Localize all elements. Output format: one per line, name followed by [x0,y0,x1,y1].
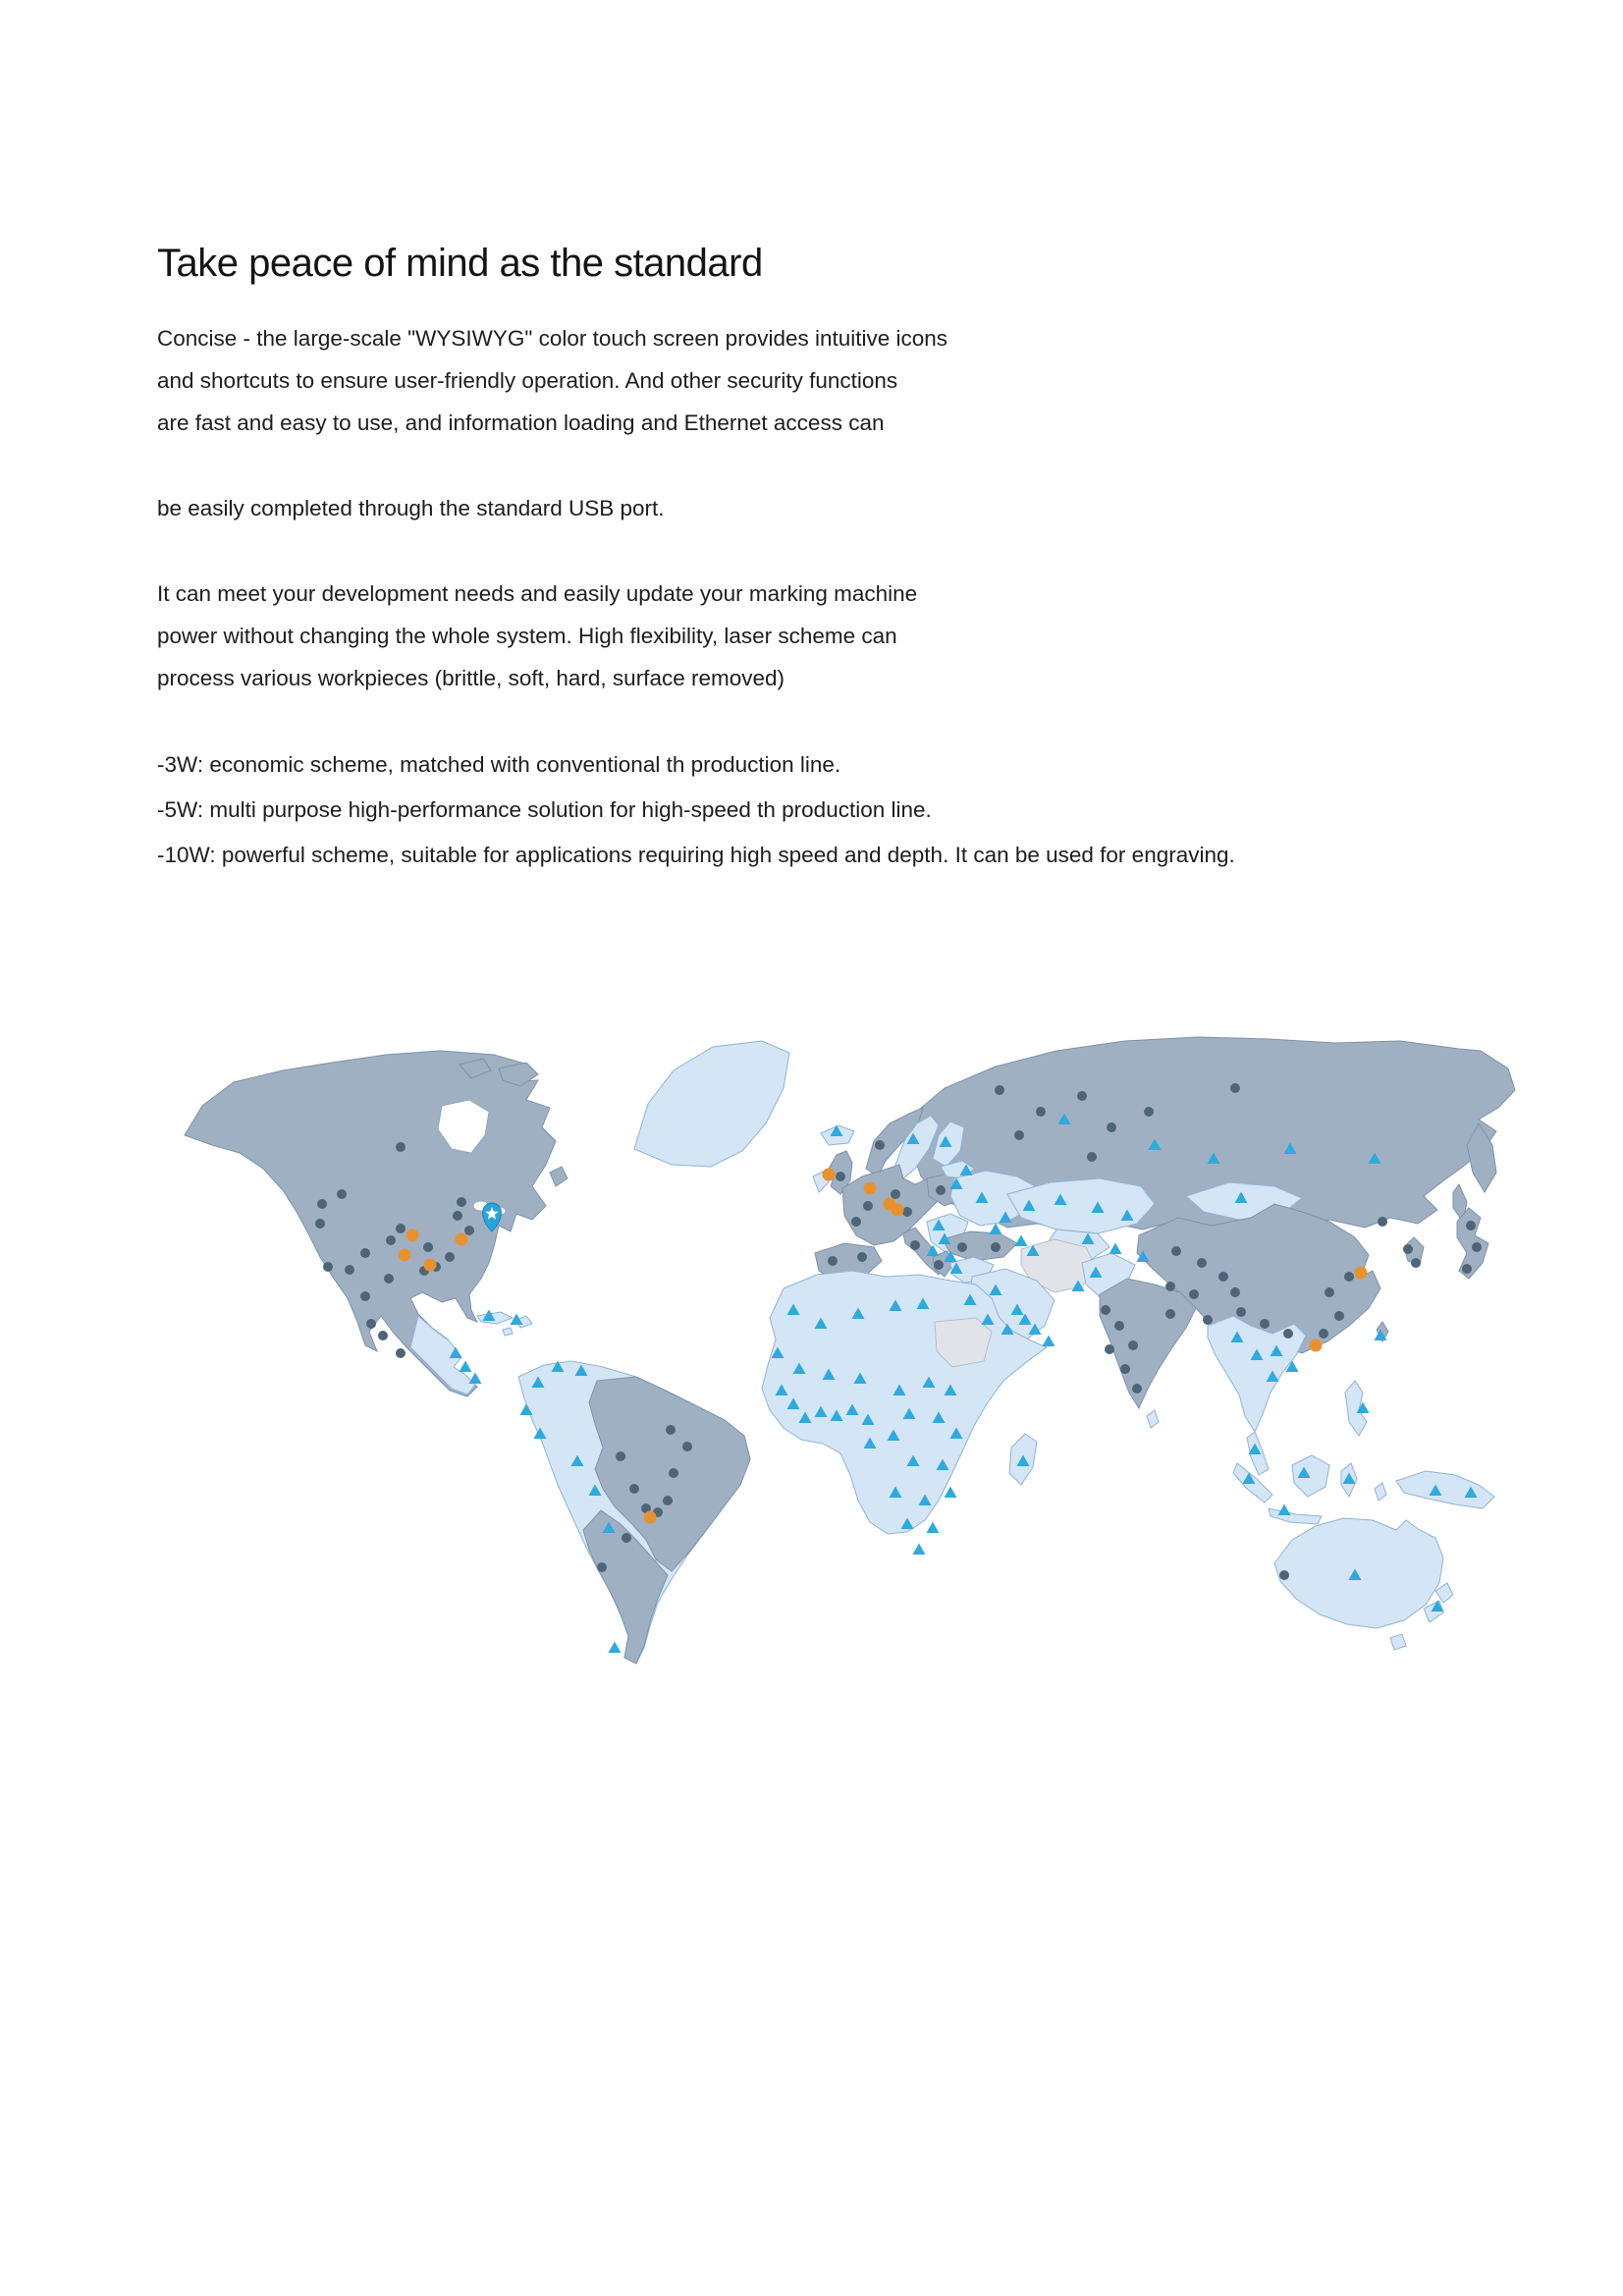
paragraph-line: and shortcuts to ensure user-friendly operation. And other security functions [157,368,898,393]
paragraph [157,487,1512,529]
page-title: Take peace of mind as the standard [157,242,763,285]
world-coverage-map [165,1029,1540,1677]
map-layer-north-america [185,1051,568,1396]
paragraph [157,742,1512,878]
map-layer-greenland [634,1041,854,1167]
paragraph-line: be easily completed through the standard USB port. [157,496,665,520]
paragraph-line: -10W: powerful scheme, suitable for applications requiring high speed and depth. It can be used for engraving. [157,843,1235,867]
paragraph-line: -3W: economic scheme, matched with conventional th production line. [157,752,841,777]
paragraph-line: -5W: multi purpose high-performance solution for high-speed th production line. [157,797,932,822]
paragraph-line: are fast and easy to use, and information loading and Ethernet access can [157,410,885,435]
paragraph-line: Concise - the large-scale "WYSIWYG" color touch screen provides intuitive icons [157,326,948,351]
paragraph-line: power without changing the whole system. High flexibility, laser scheme can [157,624,897,648]
paragraph [157,317,1512,444]
text-column [157,242,1512,878]
body-paragraphs [157,317,1512,878]
paragraph [157,573,1512,699]
map-layer-oceania [1274,1518,1453,1650]
paragraph-line: It can meet your development needs and easily update your marking machine [157,581,918,606]
world-map-svg [165,1029,1540,1677]
map-layer-sea [1208,1316,1494,1532]
paragraph-line: process various workpieces (brittle, soft, hard, surface removed) [157,666,784,690]
map-layer-south-america [518,1361,750,1664]
